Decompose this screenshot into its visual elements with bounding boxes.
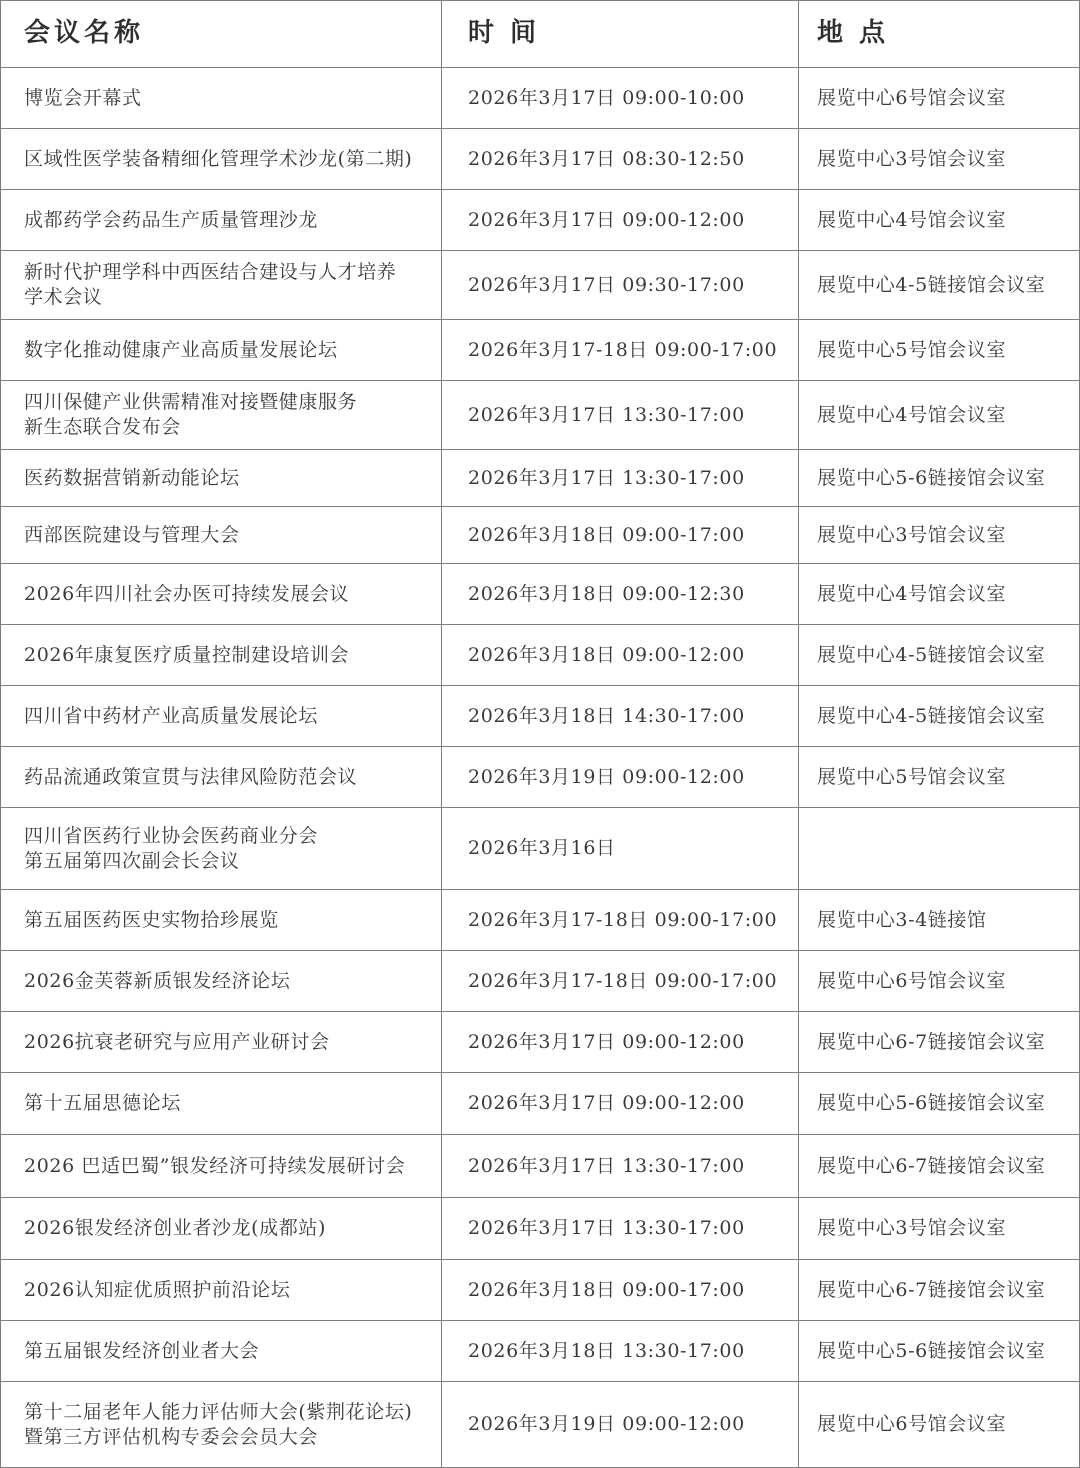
table-row	[0, 686, 1080, 747]
meeting-name-cell	[0, 1198, 441, 1259]
meeting-place-cell: 展览中心6号馆会议室	[798, 1382, 1080, 1467]
meeting-name-line: 博览会开幕式	[24, 86, 142, 109]
table-row	[0, 1198, 1080, 1260]
meeting-name-cell	[0, 951, 441, 1011]
meeting-time-cell: 2026年3月18日 09:00-12:30	[441, 564, 798, 624]
meeting-name-line: 四川省医药行业协会医药商业分会	[24, 824, 319, 847]
table-row	[0, 251, 1080, 320]
table-row	[0, 507, 1080, 564]
meeting-time-cell: 2026年3月17-18日 09:00-17:00	[441, 951, 798, 1011]
meeting-name-line: 2026银发经济创业者沙龙(成都站)	[24, 1217, 326, 1240]
table-row	[0, 1073, 1080, 1135]
meeting-name-cell	[0, 450, 441, 506]
meeting-name-cell	[0, 1382, 441, 1467]
meeting-time-cell: 2026年3月19日 09:00-12:00	[441, 747, 798, 807]
meeting-place-cell: 展览中心3号馆会议室	[798, 129, 1080, 189]
meeting-name-cell	[0, 625, 441, 685]
meeting-name-line: 新时代护理学科中西医结合建设与人才培养	[24, 261, 397, 284]
table-row	[0, 1012, 1080, 1073]
meeting-name-line: 药品流通政策宣贯与法律风险防范会议	[24, 765, 358, 788]
meeting-place-cell: 展览中心3-4链接馆	[798, 890, 1080, 950]
table-row	[0, 1382, 1080, 1468]
table-header-row	[0, 0, 1080, 68]
meeting-place-cell: 展览中心4-5链接馆会议室	[798, 251, 1080, 319]
meeting-name-cell	[0, 1135, 441, 1197]
table-row	[0, 1135, 1080, 1198]
meeting-name-cell	[0, 1012, 441, 1072]
meeting-name-line: 四川省中药材产业高质量发展论坛	[24, 704, 319, 727]
header-meeting-name: 会议名称	[0, 1, 441, 67]
table-row	[0, 747, 1080, 808]
table-row	[0, 951, 1080, 1012]
meeting-name-line: 第十五届思德论坛	[24, 1092, 181, 1115]
meeting-place-cell: 展览中心5-6链接馆会议室	[798, 1073, 1080, 1134]
table-row	[0, 450, 1080, 507]
table-row	[0, 381, 1080, 450]
meeting-place-cell: 展览中心6号馆会议室	[798, 68, 1080, 128]
meeting-name-line: 第十二届老年人能力评估师大会(紫荆花论坛)	[24, 1400, 413, 1423]
meeting-time-cell: 2026年3月18日 09:00-17:00	[441, 1260, 798, 1320]
meeting-place-cell: 展览中心3号馆会议室	[798, 1198, 1080, 1259]
meeting-time-cell: 2026年3月17日 13:30-17:00	[441, 381, 798, 449]
meeting-time-cell: 2026年3月18日 09:00-17:00	[441, 507, 798, 563]
meeting-place-cell: 展览中心4-5链接馆会议室	[798, 625, 1080, 685]
meeting-place-cell: 展览中心4号馆会议室	[798, 564, 1080, 624]
meeting-name-cell	[0, 1260, 441, 1320]
meeting-time-cell: 2026年3月18日 13:30-17:00	[441, 1321, 798, 1381]
meeting-time-cell: 2026年3月17日 09:00-10:00	[441, 68, 798, 128]
meeting-place-cell: 展览中心4号馆会议室	[798, 190, 1080, 250]
meeting-name-line: 区域性医学装备精细化管理学术沙龙(第二期)	[24, 147, 413, 170]
meeting-name-cell	[0, 251, 441, 319]
meeting-name-line: 第五届银发经济创业者大会	[24, 1339, 260, 1362]
table-row	[0, 129, 1080, 190]
meeting-place-cell: 展览中心6号馆会议室	[798, 951, 1080, 1011]
meeting-place-cell: 展览中心5-6链接馆会议室	[798, 1321, 1080, 1381]
table-row	[0, 564, 1080, 625]
meeting-place-cell: 展览中心5号馆会议室	[798, 747, 1080, 807]
meeting-name-cell	[0, 190, 441, 250]
meeting-name-cell	[0, 129, 441, 189]
meeting-name-line: 2026金芙蓉新质银发经济论坛	[24, 969, 291, 992]
table-row	[0, 190, 1080, 251]
meeting-name-cell	[0, 747, 441, 807]
meeting-name-line: 2026 巴适巴蜀”银发经济可持续发展研讨会	[24, 1154, 406, 1177]
meeting-name-line: 暨第三方评估机构专委会会员大会	[24, 1425, 319, 1448]
meeting-time-cell: 2026年3月17日 09:30-17:00	[441, 251, 798, 319]
meeting-name-cell	[0, 890, 441, 950]
table-row	[0, 808, 1080, 890]
meeting-name-cell	[0, 320, 441, 380]
header-time: 时间	[441, 1, 798, 67]
meeting-place-cell: 展览中心4-5链接馆会议室	[798, 686, 1080, 746]
table-row	[0, 625, 1080, 686]
meeting-time-cell: 2026年3月17日 08:30-12:50	[441, 129, 798, 189]
table-row	[0, 68, 1080, 129]
meeting-time-cell: 2026年3月18日 09:00-12:00	[441, 625, 798, 685]
meeting-place-cell: 展览中心3号馆会议室	[798, 507, 1080, 563]
meeting-time-cell: 2026年3月17日 13:30-17:00	[441, 450, 798, 506]
meeting-name-line: 医药数据营销新动能论坛	[24, 466, 240, 489]
meeting-name-line: 成都药学会药品生产质量管理沙龙	[24, 208, 319, 231]
meeting-name-line: 数字化推动健康产业高质量发展论坛	[24, 338, 338, 361]
meeting-time-cell: 2026年3月16日	[441, 808, 798, 889]
meeting-time-cell: 2026年3月17日 09:00-12:00	[441, 1073, 798, 1134]
meeting-name-cell	[0, 507, 441, 563]
meeting-name-cell	[0, 564, 441, 624]
meeting-place-cell: 展览中心6-7链接馆会议室	[798, 1012, 1080, 1072]
meeting-time-cell: 2026年3月17-18日 09:00-17:00	[441, 320, 798, 380]
meeting-time-cell: 2026年3月17日 13:30-17:00	[441, 1135, 798, 1197]
header-place: 地点	[798, 1, 1080, 67]
meeting-place-cell: 展览中心6-7链接馆会议室	[798, 1260, 1080, 1320]
meeting-time-cell: 2026年3月17日 09:00-12:00	[441, 1012, 798, 1072]
meeting-name-cell	[0, 68, 441, 128]
meeting-place-cell: 展览中心4号馆会议室	[798, 381, 1080, 449]
meeting-name-cell	[0, 686, 441, 746]
meeting-place-cell: 展览中心6-7链接馆会议室	[798, 1135, 1080, 1197]
table-row	[0, 1321, 1080, 1382]
meeting-name-line: 2026年康复医疗质量控制建设培训会	[24, 643, 350, 666]
meeting-name-line: 2026年四川社会办医可持续发展会议	[24, 582, 350, 605]
table-row	[0, 320, 1080, 381]
meeting-name-cell	[0, 808, 441, 889]
meeting-time-cell: 2026年3月17-18日 09:00-17:00	[441, 890, 798, 950]
meeting-place-cell: 展览中心5-6链接馆会议室	[798, 450, 1080, 506]
meeting-name-cell	[0, 1073, 441, 1134]
meeting-name-cell	[0, 1321, 441, 1381]
meeting-time-cell: 2026年3月19日 09:00-12:00	[441, 1382, 798, 1467]
meeting-place-cell: 展览中心5号馆会议室	[798, 320, 1080, 380]
meeting-name-line: 四川保健产业供需精准对接暨健康服务	[24, 391, 358, 414]
meeting-name-line: 2026抗衰老研究与应用产业研讨会	[24, 1030, 330, 1053]
meeting-name-line: 2026认知症优质照护前沿论坛	[24, 1278, 291, 1301]
meeting-name-cell	[0, 381, 441, 449]
meeting-name-line: 新生态联合发布会	[24, 416, 181, 438]
meeting-name-line: 学术会议	[24, 286, 103, 308]
meeting-time-cell: 2026年3月17日 13:30-17:00	[441, 1198, 798, 1259]
table-row	[0, 1260, 1080, 1321]
meeting-place-cell	[798, 808, 1080, 889]
meeting-time-cell: 2026年3月17日 09:00-12:00	[441, 190, 798, 250]
table-row	[0, 890, 1080, 951]
meeting-name-line: 西部医院建设与管理大会	[24, 523, 240, 546]
meeting-name-line: 第五届第四次副会长会议	[24, 849, 240, 872]
meeting-name-line: 第五届医药医史实物拾珍展览	[24, 908, 279, 931]
meeting-time-cell: 2026年3月18日 14:30-17:00	[441, 686, 798, 746]
